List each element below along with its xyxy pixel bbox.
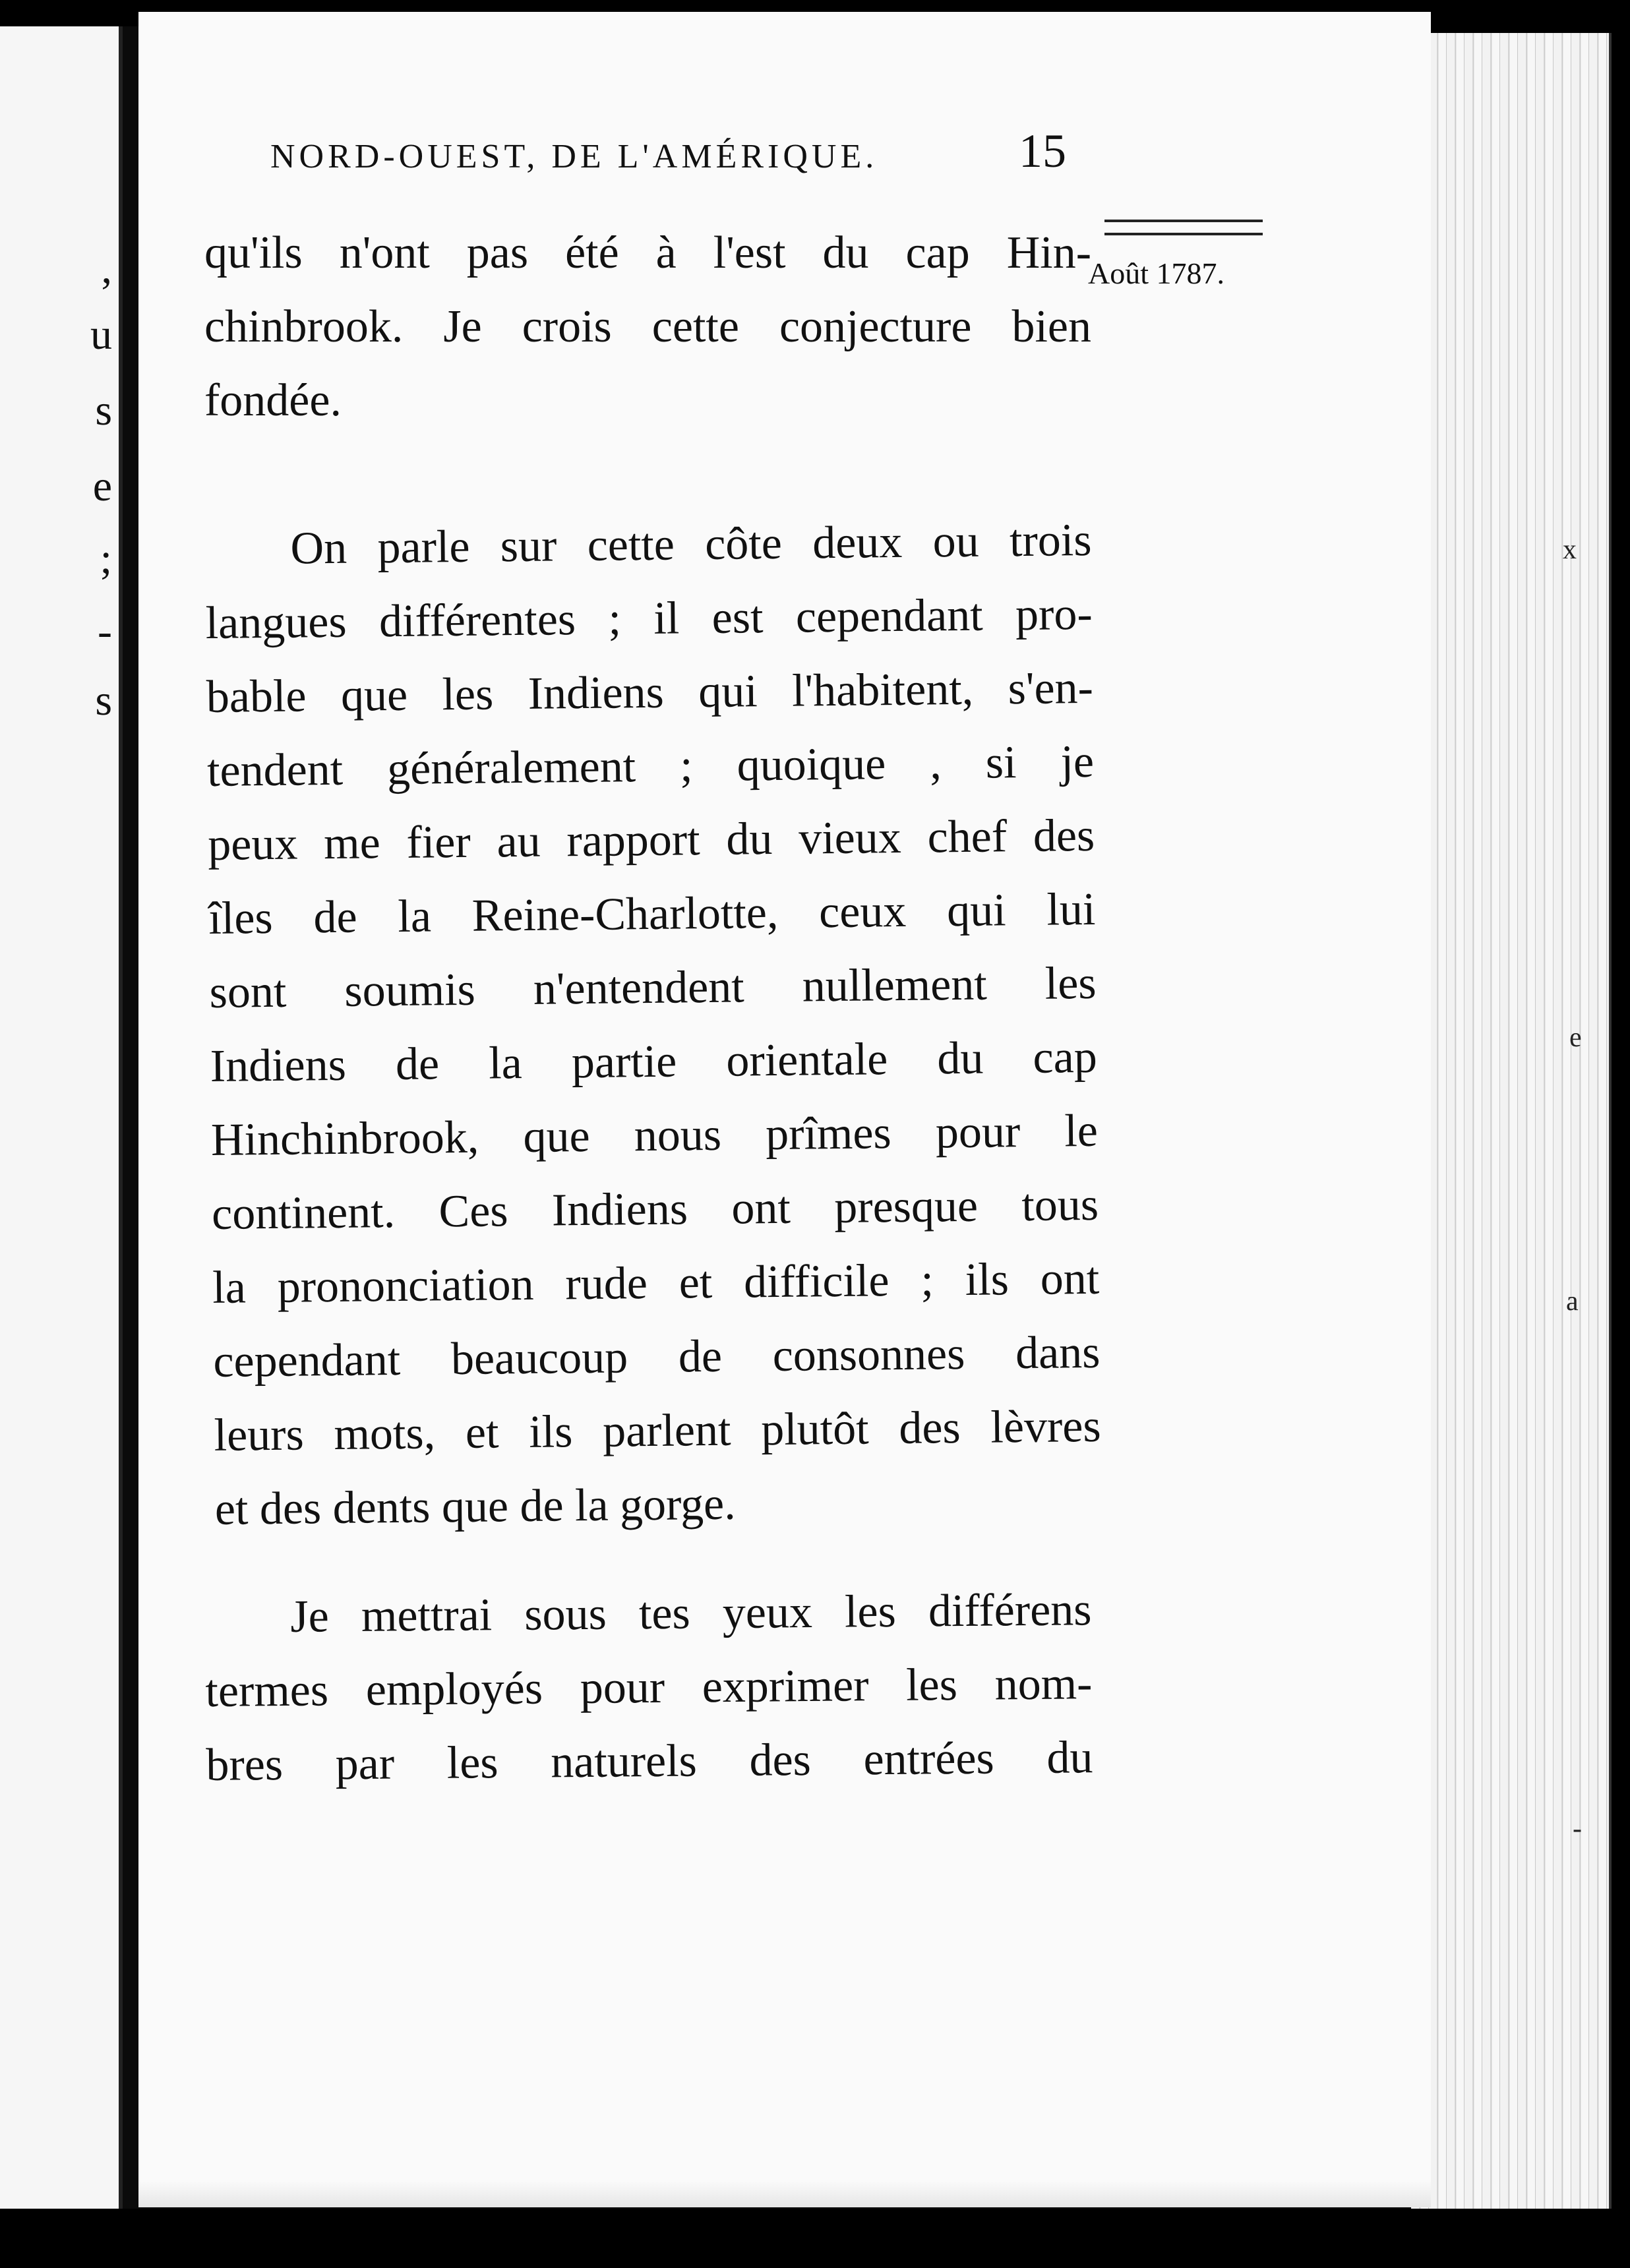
text-line: et des dents que de la gorge. [214,1478,737,1535]
text-line: On parle sur cette côte deux ou trois [290,514,1092,574]
left-page-fragment: s [95,386,112,434]
text-line: îles de la Reine-Charlotte, ceux qui lui [208,883,1096,944]
edge-mark: e [1569,1023,1582,1053]
text-line: bable que les Indiens qui l'habitent, s'en- [206,662,1094,723]
text-line: cependant beaucoup de consonnes dans [213,1327,1101,1387]
margin-double-rule [1104,220,1263,235]
text-line: peux me fier au rapport du vieux chef des [207,810,1095,870]
page-number: 15 [1019,125,1066,177]
page-stack-edges [1411,33,1612,2209]
text-line: leurs mots, et ils parlent plutôt des lèvres [214,1400,1101,1461]
left-page-fragment: e [92,462,112,510]
text-line: termes employés pour exprimer les nom- [205,1658,1093,1717]
book-page [138,12,1431,2207]
previous-page-edge [0,26,123,2209]
text-line: Hinchinbrook, que nous prîmes pour le [210,1105,1099,1166]
text-line: chinbrook. Je crois cette conjecture bien [204,301,1091,352]
paragraph [204,504,1102,1547]
text-line: sont soumis n'entendent nullement les [209,957,1097,1018]
paragraph [204,1573,1093,1803]
text-line: Indiens de la partie orientale du cap [210,1031,1098,1092]
left-page-fragment: u [90,311,112,359]
text-line: langues différentes ; il est cependant pro- [205,588,1093,649]
text-line: Je mettrai sous tes yeux les différens [290,1584,1092,1642]
paragraph [204,216,1091,438]
left-page-fragment: - [98,607,112,655]
text-line: fondée. [204,375,342,426]
running-head: NORD-OUEST, DE L'AMÉRIQUE. [270,138,878,175]
edge-mark: a [1566,1286,1579,1317]
text-line: tendent généralement ; quoique , si je [206,736,1095,796]
text-line: continent. Ces Indiens ont presque tous [211,1179,1099,1239]
text-line: bres par les naturels des entrées du [206,1732,1093,1791]
left-page-fragment: s [95,676,112,725]
page-bottom-shadow [138,2181,1431,2207]
edge-mark: - [1573,1814,1582,1844]
book-gutter [123,26,138,2209]
edge-mark: x [1563,535,1577,565]
left-page-fragment: , [101,245,112,293]
left-page-fragment: ; [100,535,112,583]
margin-date-note: Août 1787. [1088,256,1224,290]
text-line: qu'ils n'ont pas été à l'est du cap Hin- [204,227,1091,278]
text-line: la prononciation rude et difficile ; ils ont [212,1253,1100,1313]
